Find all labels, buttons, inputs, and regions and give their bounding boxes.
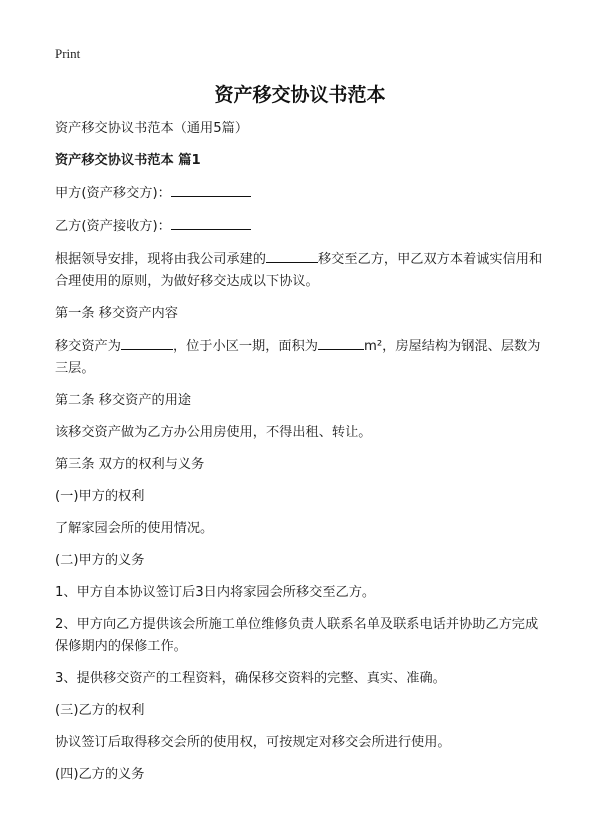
party-b-rights-title: (三)乙方的权利 <box>55 703 145 718</box>
party-a-blank <box>171 182 251 197</box>
party-a-label: 甲方(资产移交方)： <box>55 186 171 201</box>
article1-blank-2 <box>318 335 364 350</box>
party-a-rights-text: 了解家园会所的使用情况。 <box>55 521 214 536</box>
section-heading: 资产移交协议书范本 篇1 <box>55 153 201 168</box>
party-a-duty-3: 3、提供移交资产的工程资料，确保移交资料的完整、真实、准确。 <box>55 671 446 686</box>
party-b-label: 乙方(资产接收方)： <box>55 219 171 234</box>
party-a-line <box>55 182 550 205</box>
article2-title: 第二条 移交资产的用途 <box>55 393 192 408</box>
intro-text-1: 根据领导安排，现将由我公司承建的 <box>55 252 266 267</box>
party-b-blank <box>171 215 251 230</box>
intro-paragraph <box>55 248 550 293</box>
document-subtitle: 资产移交协议书范本（通用5篇） <box>55 121 249 136</box>
article1-title: 第一条 移交资产内容 <box>55 306 178 321</box>
party-a-duty-2: 2、甲方向乙方提供该会所施工单位维修负责人联系名单及联系电话并协助乙方完成保修期内的保修工作。 <box>55 617 539 654</box>
article1-text-c: m²，房屋结构为钢混、层数为三层。 <box>55 339 541 376</box>
party-a-duties-title: (二)甲方的义务 <box>55 553 145 568</box>
article2-text: 该移交资产做为乙方办公用房使用，不得出租、转让。 <box>55 425 372 440</box>
article3-title: 第三条 双方的权利与义务 <box>55 457 205 472</box>
intro-blank <box>266 248 318 263</box>
intro-text-2: 移交至乙方，甲乙双方本着诚实信用和合理使用的原则，为做好移交达成以下协议。 <box>55 252 543 289</box>
party-b-duties-title: (四)乙方的义务 <box>55 767 145 782</box>
article1-blank-1 <box>121 335 173 350</box>
party-a-duty-1: 1、甲方自本协议签订后3日内将家园会所移交至乙方。 <box>55 585 376 600</box>
article1-text-a: 移交资产为 <box>55 339 121 354</box>
print-link[interactable]: Print <box>55 46 81 61</box>
party-b-rights-text: 协议签订后取得移交会所的使用权，可按规定对移交会所进行使用。 <box>55 735 451 750</box>
document-body <box>55 118 550 796</box>
party-a-rights-title: (一)甲方的权利 <box>55 489 145 504</box>
document-title: 资产移交协议书范本 <box>214 84 386 106</box>
article1-text-b: ，位于小区一期，面积为 <box>172 339 318 354</box>
party-b-line <box>55 215 550 238</box>
article1-paragraph <box>55 335 550 380</box>
